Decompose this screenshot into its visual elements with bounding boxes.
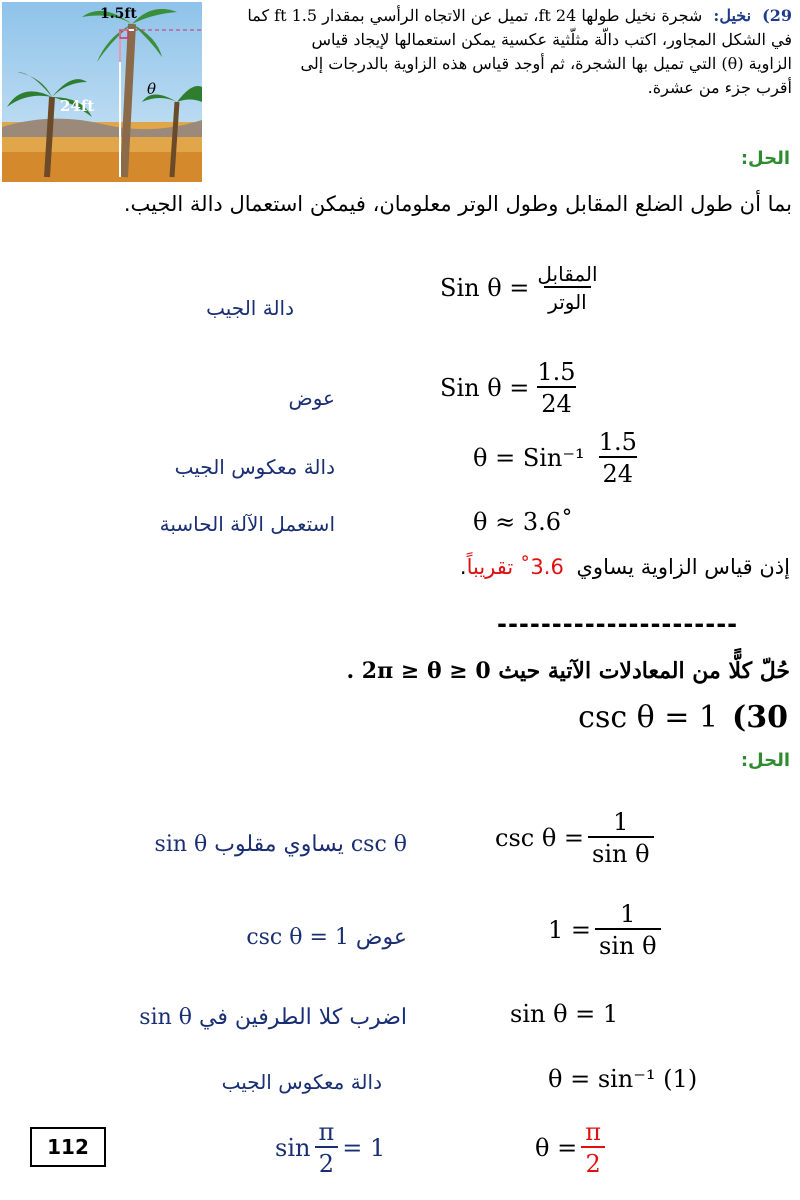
step-reason xyxy=(246,925,407,950)
fraction-numerator: 1 xyxy=(613,808,629,836)
step-equation xyxy=(548,900,665,960)
fraction-numerator: 1.5 xyxy=(598,428,637,456)
problem30-number: (30 xyxy=(732,700,788,735)
fraction-denominator: 2 xyxy=(581,1146,604,1178)
step-equation xyxy=(440,262,606,314)
figure-side-label: 24ft xyxy=(60,97,95,115)
palm-figure xyxy=(2,2,202,182)
fraction-numerator: π xyxy=(318,1118,335,1146)
problem29-line1 xyxy=(208,4,792,28)
problem30-statement: csc θ = 1 xyxy=(578,700,719,735)
step-reason: دالة الجيب xyxy=(206,296,294,320)
figure-angle-label: θ xyxy=(147,80,157,98)
problem29-text xyxy=(208,4,792,100)
step-reason xyxy=(139,1005,407,1030)
solution-label-30: الحل: xyxy=(740,750,790,771)
problem29-line1-text: شجرة نخيل طولها 24 ft، تميل عن الاتجاه الرأسي بمقدار 1.5 ft كما xyxy=(247,6,703,25)
problem29-line4: أقرب جزء من عشرة. xyxy=(647,78,792,97)
fraction xyxy=(595,428,641,488)
fraction xyxy=(314,1118,338,1178)
problem29-intro: بما أن طول الضلع المقابل وطول الوتر معلومان، فيمكن استعمال دالة الجيب. xyxy=(123,192,792,216)
problem29-keyword: نخيل: xyxy=(713,6,752,25)
page-number: 112 xyxy=(47,1135,89,1159)
step-lhs: 1 = xyxy=(548,916,592,944)
palm-tree-illustration xyxy=(2,2,202,182)
fraction-denominator: 24 xyxy=(537,386,576,418)
step-reason-text: csc θ يساوي مقلوب sin θ xyxy=(154,832,407,857)
sin-text: sin xyxy=(275,1134,311,1162)
fraction-answer xyxy=(581,1118,605,1178)
step-reason-text: عوض csc θ = 1 xyxy=(246,925,407,950)
problem29-line2: في الشكل المجاور، اكتب دالّة مثلّثية عكسية يمكن استعمالها لإيجاد قياس xyxy=(311,30,792,49)
solution-label-29: الحل: xyxy=(740,148,790,169)
section-divider: ---------------------- xyxy=(497,610,739,638)
conclusion-prefix: إذن قياس الزاوية يساوي xyxy=(576,555,790,579)
equals-one: = 1 xyxy=(342,1134,386,1162)
step-lhs: Sin θ = xyxy=(440,274,530,302)
conclusion-end: . xyxy=(459,555,467,579)
step-equation: θ = sin⁻¹ (1) xyxy=(548,1065,698,1093)
fraction-denominator: sin θ xyxy=(595,928,661,960)
fraction xyxy=(588,808,654,868)
conclusion-value: 3.6˚ تقريباً xyxy=(466,555,564,579)
fraction-numerator: π xyxy=(585,1118,601,1146)
step-equation xyxy=(440,358,584,418)
step-reason: عوض xyxy=(288,386,335,410)
step-lhs: θ = xyxy=(535,1134,578,1162)
fraction-numerator: 1.5 xyxy=(537,358,576,386)
figure-top-label: 1.5ft xyxy=(100,6,137,22)
fraction-numerator: 1 xyxy=(620,900,636,928)
step-reason: دالة معكوس الجيب xyxy=(174,455,335,479)
step-equation xyxy=(495,808,658,868)
section-instruction: حُلّ كلًّا من المعادلات الآتية حيث 2π ≥ θ ≥ 0 . xyxy=(346,658,790,684)
step-equation: sin θ = 1 xyxy=(510,1000,619,1028)
step-reason: استعمل الآلة الحاسبة xyxy=(159,512,335,536)
step-equation xyxy=(535,1118,609,1178)
step-reason-math xyxy=(275,1118,385,1178)
problem29-number: 29) xyxy=(762,6,792,25)
step-lhs: θ = Sin⁻¹ xyxy=(473,444,585,472)
step-lhs: Sin θ = xyxy=(440,374,530,402)
problem30-header xyxy=(578,700,788,735)
conclusion xyxy=(460,555,790,579)
page-number-box xyxy=(30,1127,106,1167)
step-reason-text: اضرب كلا الطرفين في sin θ xyxy=(139,1005,407,1030)
fraction-denominator: الوتر xyxy=(544,286,591,314)
fraction xyxy=(533,262,601,314)
problem29-line3: الزاوية (θ) التي تميل بها الشجرة، ثم أوجد قياس هذه الزاوية بالدرجات إلى xyxy=(300,54,792,73)
fraction-denominator: 24 xyxy=(599,456,638,488)
step-equation xyxy=(473,428,645,488)
fraction-numerator: المقابل xyxy=(537,262,598,286)
fraction-denominator: 2 xyxy=(315,1146,338,1178)
fraction-denominator: sin θ xyxy=(588,836,654,868)
step-lhs: csc θ = xyxy=(495,824,585,852)
fraction xyxy=(595,900,661,960)
step-equation: θ ≈ 3.6˚ xyxy=(473,508,573,536)
step-reason: دالة معكوس الجيب xyxy=(221,1070,382,1094)
step-reason xyxy=(155,832,407,857)
fraction xyxy=(533,358,579,418)
